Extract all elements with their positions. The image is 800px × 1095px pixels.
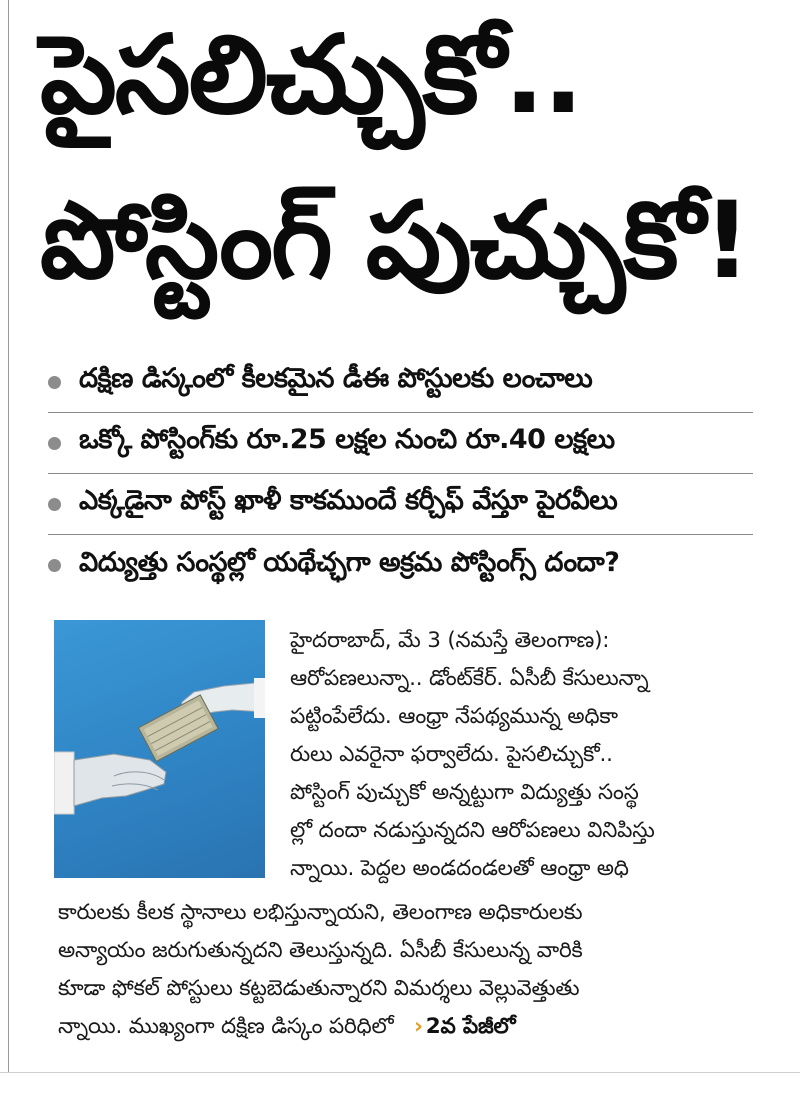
headline-line-1: పైసలిచ్చుకో.. xyxy=(40,13,582,138)
bullet-item xyxy=(48,535,753,596)
headline-line-2: పోస్టింగ్ పుచ్చుకో! xyxy=(40,179,750,302)
money-exchange-hands-image xyxy=(54,620,265,878)
article-line: కూడా ఫోకల్ పోస్టులు కట్టబెడుతున్నారని విమర్శలు వెల్లువెత్తుతు xyxy=(58,976,580,1001)
article-line: పట్టింపేలేదు. ఆంధ్రా నేపథ్యమున్న అధికా xyxy=(290,704,618,729)
article-line: రులు ఎవరైనా ఫర్వాలేదు. పైసలిచ్చుకో.. xyxy=(290,742,613,767)
article-line: హైదరాబాద్, మే 3 (నమస్తే తెలంగాణ): xyxy=(290,628,610,653)
article-line: ల్లో దందా నడుస్తున్నదని ఆరోపణలు వినిపిస్తు xyxy=(290,818,655,843)
article-line: అన్యాయం జరుగుతున్నదని తెలుస్తున్నది. ఏసీబీ కేసులున్న వారికి xyxy=(58,938,583,963)
highlight-bullets xyxy=(48,352,753,596)
bullet-item xyxy=(48,352,753,413)
chevron-right-icon: › xyxy=(414,1014,423,1039)
page-left-border xyxy=(8,0,9,1072)
bullet-item xyxy=(48,413,753,474)
hands-illustration xyxy=(54,620,265,878)
bullet-text: దక్షిణ డిస్కంలో కీలకమైన డీఈ పోస్టులకు లంచాలు xyxy=(79,363,593,394)
bullet-text: ఒక్కో పోస్టింగ్‌కు రూ.25 లక్షల నుంచి రూ.40 లక్షలు xyxy=(79,424,615,455)
bullet-text: విద్యుత్తు సంస్థల్లో యథేచ్ఛగా అక్రమ పోస్టింగ్స్ దందా? xyxy=(79,546,620,578)
article-line: న్నాయి. పెద్దల అండదండలతో ఆంధ్రా అధి xyxy=(290,856,629,881)
page-bottom-border xyxy=(0,1072,800,1073)
bullet-dot-icon xyxy=(48,498,61,511)
bullet-text: ఎక్కడైనా పోస్ట్ ఖాళీ కాకముందే కర్చీఫ్ వేస్తూ పైరవీలు xyxy=(79,485,618,516)
article-line-text: న్నాయి. ముఖ్యంగా దక్షిణ డిస్కం పరిధిలో xyxy=(58,1014,394,1039)
article-line: కారులకు కీలక స్థానాలు లభిస్తున్నాయని, తెలంగాణ అధికారులకు xyxy=(58,900,583,925)
continued-label: 2వ పేజీలో xyxy=(425,1014,516,1039)
article-line: పోస్టింగ్ పుచ్చుకో అన్నట్టుగా విద్యుత్తు సంస్థ xyxy=(290,780,639,805)
article-line-last xyxy=(58,1014,515,1044)
bullet-dot-icon xyxy=(48,376,61,389)
bullet-item xyxy=(48,474,753,535)
bullet-dot-icon xyxy=(48,437,61,450)
article-line: ఆరోపణలున్నా.. డోంట్‌కేర్. ఏసీబీ కేసులున్నా xyxy=(290,666,649,691)
bullet-dot-icon xyxy=(48,559,61,572)
continued-on-page-link[interactable] xyxy=(414,1014,515,1039)
